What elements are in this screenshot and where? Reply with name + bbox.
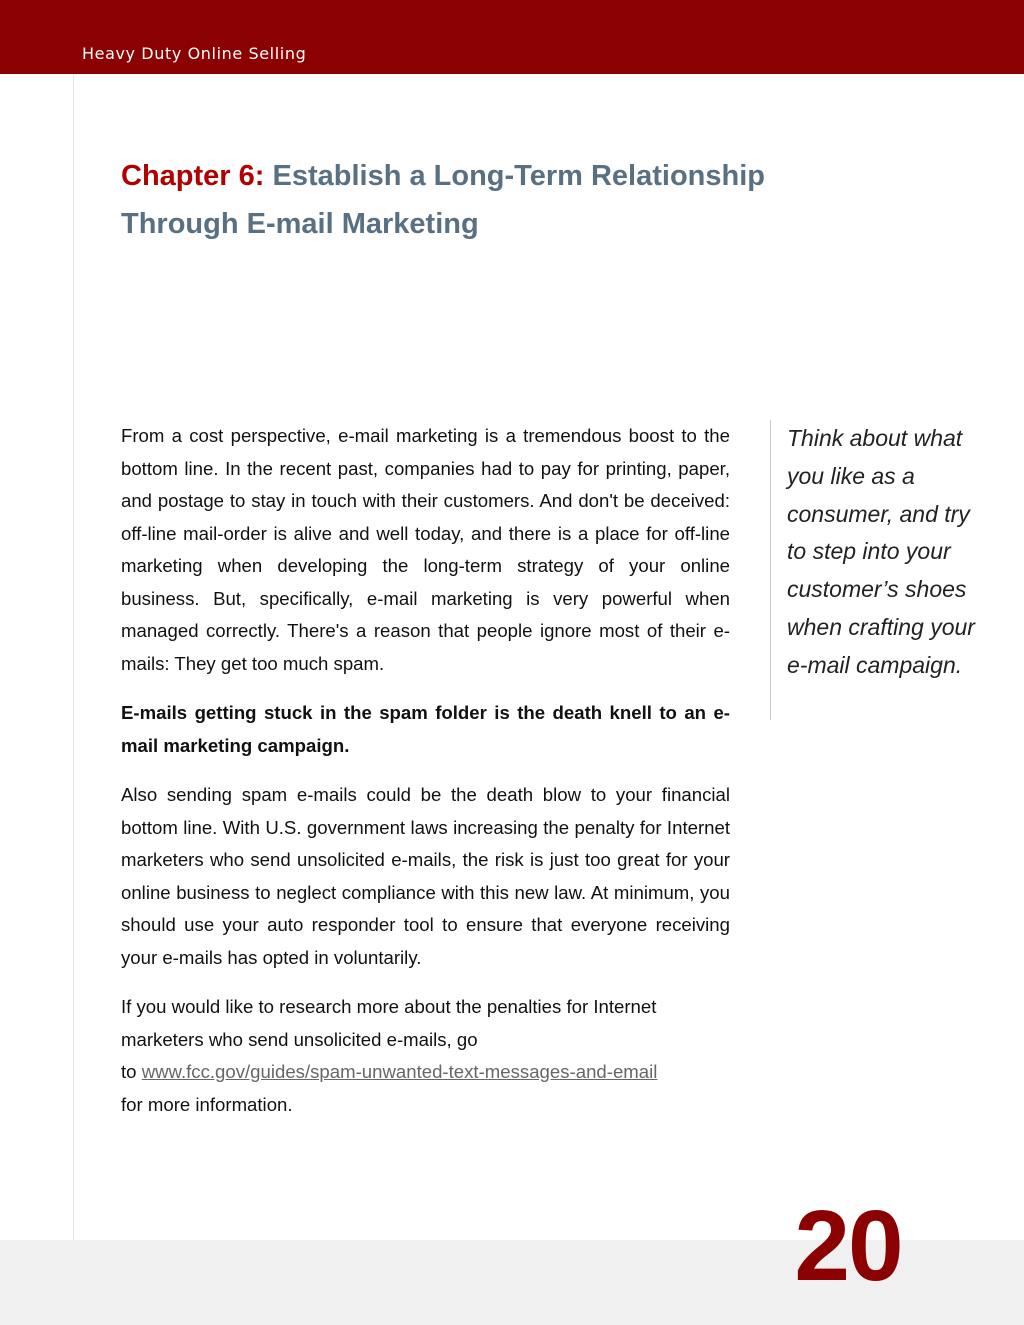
- header-bar: [0, 0, 1024, 74]
- left-margin-rule: [73, 74, 74, 1240]
- body-paragraph-1: From a cost perspective, e-mail marketing is a tremendous boost to the bottom line. In the recent past, companies had to pay for printing, paper, and postage to stay in touch with their customers. And don't be deceived: off-line mail-order is alive and well today, and there is a place for off-line marketing when developing the long-term strategy of your online business. But, specifically, e-mail marketing is very powerful when managed correctly. There's a reason that people ignore most of their e-mails: They get too much spam.: [121, 425, 730, 674]
- main-body-text: [121, 420, 730, 1138]
- fcc-spam-link[interactable]: www.fcc.gov/guides/spam-unwanted-text-messages-and-email: [141, 1061, 658, 1082]
- paragraph-4-to: to: [121, 1061, 137, 1082]
- body-paragraph-4: [121, 991, 730, 1121]
- header-title: Heavy Duty Online Selling: [82, 44, 307, 63]
- chapter-title-line2: Through E-mail Marketing: [121, 208, 479, 240]
- page-number: 20: [794, 1190, 902, 1302]
- body-paragraph-3: Also sending spam e-mails could be the death blow to your financial bottom line. With U.S. government laws increasing the penalty for Internet marketers who send unsolicited e-mails, the risk is just too great for your online business to neglect compliance with this new law. At minimum, you should use your auto responder tool to ensure that everyone receiving your e-mails has opted in voluntarily.: [121, 784, 730, 968]
- chapter-label: Chapter 6:: [121, 160, 265, 192]
- body-paragraph-2-bold: E-mails getting stuck in the spam folder is the death knell to an e-mail marketing campaign.: [121, 702, 730, 756]
- paragraph-4-intro: If you would like to research more about the penalties for Internet marketers who send unsolicited e-mails, go: [121, 996, 657, 1050]
- chapter-title-line1: Establish a Long-Term Relationship: [272, 160, 766, 192]
- paragraph-4-outro: for more information.: [121, 1093, 293, 1115]
- chapter-heading: [121, 152, 841, 248]
- sidebar-pull-quote: Think about what you like as a consumer, and try to step into your customer’s shoes when crafting your e-mail campaign.: [770, 420, 980, 720]
